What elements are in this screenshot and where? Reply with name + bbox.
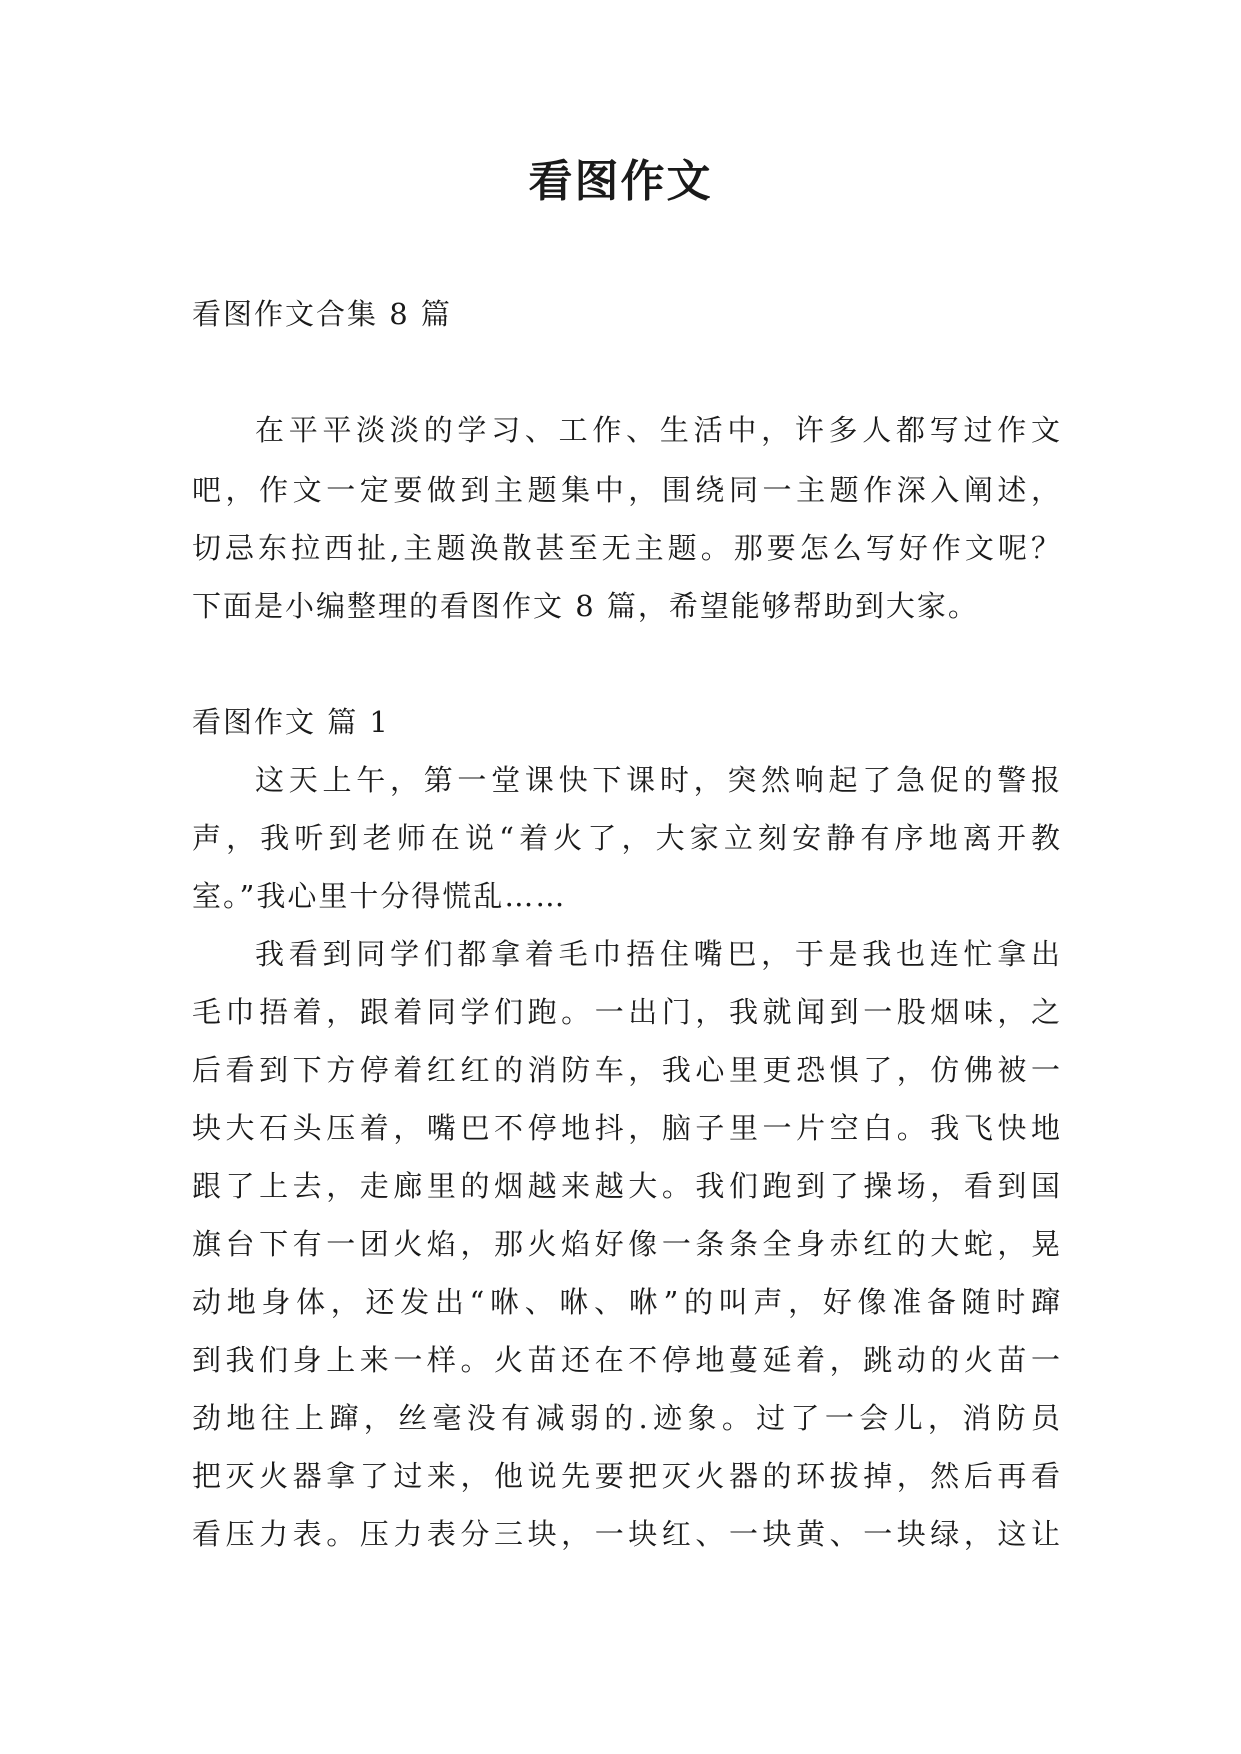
collection-subtitle: 看图作文合集 8 篇 (192, 297, 452, 331)
paragraph-line: 劲地往上蹿，丝毫没有减弱的.迹象。过了一会儿，消防员 (192, 1401, 1062, 1435)
paragraph-line: 跟了上去，走廊里的烟越来越大。我们跑到了操场，看到国 (192, 1169, 1062, 1203)
paragraph-line: 看压力表。压力表分三块，一块红、一块黄、一块绿，这让 (192, 1517, 1062, 1551)
paragraph-line: 声，我听到老师在说“着火了，大家立刻安静有序地离开教 (192, 821, 1062, 855)
paragraph-line: 块大石头压着，嘴巴不停地抖，脑子里一片空白。我飞快地 (192, 1111, 1062, 1145)
paragraph-line: 动地身体，还发出“咻、咻、咻”的叫声，好像准备随时蹿 (192, 1285, 1062, 1319)
paragraph-line: 旗台下有一团火焰，那火焰好像一条条全身赤红的大蛇，晃 (192, 1227, 1062, 1261)
paragraph-line: 室。”我心里十分得慌乱…… (192, 879, 567, 913)
paragraph-line: 我看到同学们都拿着毛巾捂住嘴巴，于是我也连忙拿出 (255, 937, 1062, 971)
paragraph-line: 到我们身上来一样。火苗还在不停地蔓延着，跳动的火苗一 (192, 1343, 1062, 1377)
intro-line: 吧，作文一定要做到主题集中，围绕同一主题作深入阐述， (192, 473, 1062, 507)
paragraph-line: 把灭火器拿了过来，他说先要把灭火器的环拔掉，然后再看 (192, 1459, 1062, 1493)
intro-line: 切忌东拉西扯,主题涣散甚至无主题。那要怎么写好作文呢？ (192, 531, 1062, 565)
paragraph-line: 毛巾捂着，跟着同学们跑。一出门，我就闻到一股烟味，之 (192, 995, 1062, 1029)
document-title: 看图作文 (528, 156, 713, 207)
paragraph-line: 后看到下方停着红红的消防车，我心里更恐惧了，仿佛被一 (192, 1053, 1062, 1087)
intro-line: 下面是小编整理的看图作文 8 篇，希望能够帮助到大家。 (192, 589, 979, 623)
intro-line: 在平平淡淡的学习、工作、生活中，许多人都写过作文 (255, 413, 1062, 447)
section-heading: 看图作文 篇 1 (192, 705, 390, 739)
paragraph-line: 这天上午，第一堂课快下课时，突然响起了急促的警报 (255, 763, 1062, 797)
